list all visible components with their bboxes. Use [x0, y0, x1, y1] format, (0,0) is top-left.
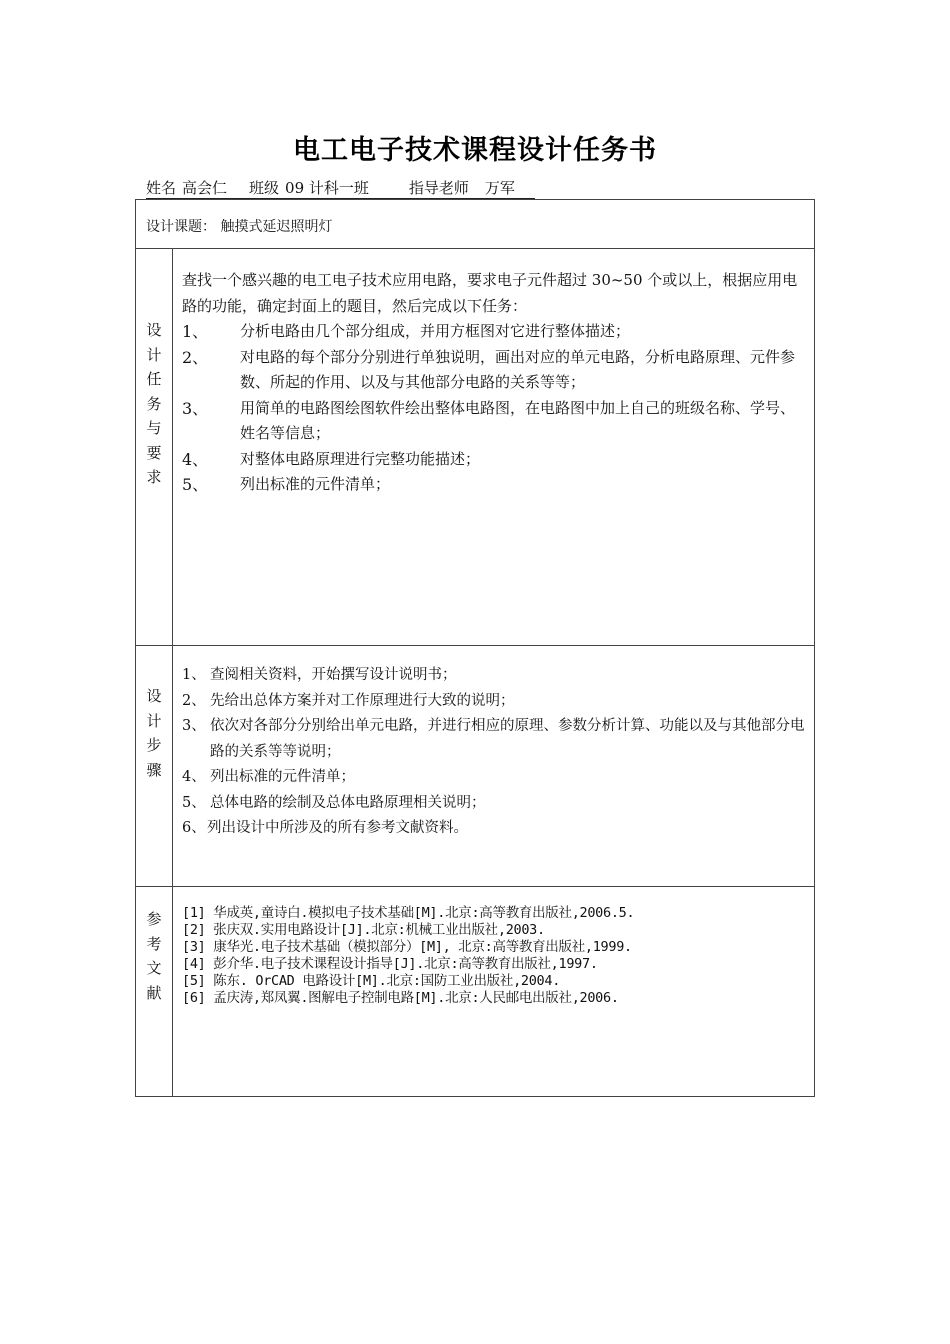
step-item: 2、 先给出总体方案并对工作原理进行大致的说明；	[182, 692, 515, 709]
steps-row	[136, 646, 814, 887]
step-item: 1、 查阅相关资料，开始撰写设计说明书；	[182, 667, 457, 683]
task-table	[135, 199, 815, 1097]
task-item: 4、 对整体电路原理进行完整功能描述；	[182, 449, 481, 469]
steps-content	[182, 663, 806, 842]
name-label: 姓名	[146, 179, 177, 197]
step-item: 5、 总体电路的绘制及总体电路原理相关说明；	[182, 794, 486, 811]
references-row	[136, 887, 814, 1097]
tasks-row	[136, 248, 814, 646]
topic-row	[136, 200, 814, 249]
tasks-label: 设 计 任 务 与 要 求	[136, 248, 173, 645]
step-item: 4、 列出标准的元件清单；	[182, 769, 355, 785]
references-label: 参 考 文 献	[136, 887, 173, 1097]
tasks-content	[182, 268, 806, 498]
reference-item: [2] 张庆双.实用电路设计[J].北京:机械工业出版社,2003.	[182, 922, 545, 938]
class-label: 班级	[249, 179, 280, 197]
task-item: 2、 对电路的每个部分分别进行单独说明，画出对应的单元电路，分析电路原理、元件参数、所起的作用、以及与其他部分电路的关系等等；	[182, 347, 796, 391]
tasks-intro: 查找一个感兴趣的电工电子技术应用电路，要求电子元件超过 30~50 个或以上，根据应用电路的功能，确定封面上的题目，然后完成以下任务：	[182, 271, 798, 315]
student-info-line	[146, 176, 535, 199]
steps-label: 设 计 步 骤	[136, 646, 173, 886]
class-value: 09 计科一班	[285, 179, 369, 197]
document-title: 电工电子技术课程设计任务书	[293, 135, 657, 166]
reference-item: [5] 陈东. OrCAD 电路设计[M].北京:国防工业出版社,2004.	[182, 973, 561, 989]
task-item: 1、 分析电路由几个部分组成，并用方框图对它进行整体描述；	[182, 322, 631, 341]
task-item: 3、 用简单的电路图绘图软件绘出整体电路图，在电路图中加上自己的班级名称、学号、姓名等信息；	[182, 398, 796, 442]
topic-text: 设计课题： 触摸式延迟照明灯	[146, 219, 333, 235]
advisor-value: 万军	[484, 179, 515, 197]
advisor-label: 指导老师	[408, 179, 469, 197]
reference-item: [3] 康华光.电子技术基础（模拟部分）[M], 北京:高等教育出版社,1999.	[182, 939, 632, 955]
reference-item: [4] 彭介华.电子技术课程设计指导[J].北京:高等教育出版社,1997.	[182, 956, 598, 972]
reference-item: [6] 孟庆涛,郑凤翼.图解电子控制电路[M].北京:人民邮电出版社,2006.	[182, 990, 619, 1006]
references-list	[182, 905, 806, 1007]
reference-item: [1] 华成英,童诗白.模拟电子技术基础[M].北京:高等教育出版社,2006.5.	[182, 905, 635, 921]
task-item: 5、 列出标准的元件清单；	[182, 475, 391, 494]
name-value: 高会仁	[182, 179, 228, 197]
step-item: 6、 列出设计中所涉及的所有参考文献资料。	[182, 820, 468, 836]
step-item: 3、 依次对各部分分别给出单元电路，并进行相应的原理、参数分析计算、功能以及与其他部分电路的关系等等说明；	[182, 718, 805, 760]
